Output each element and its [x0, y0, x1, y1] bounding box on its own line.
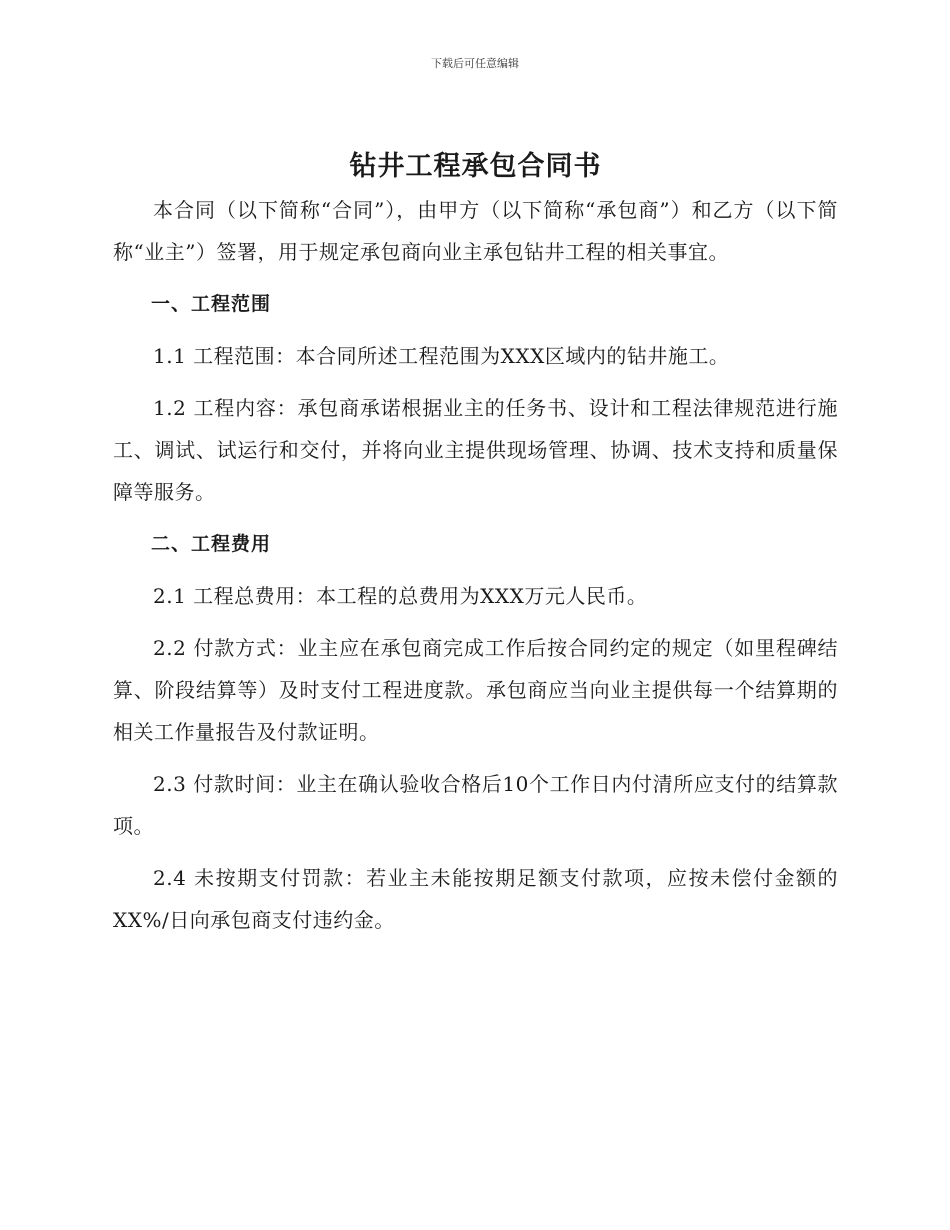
clause-2-4: 2.4 未按期支付罚款：若业主未能按期足额支付款项，应按未偿付金额的XX%/日向承包商支付违约金。 — [113, 866, 838, 932]
clause-2-1: 2.1 工程总费用：本工程的总费用为XXX万元人民币。 — [153, 584, 648, 608]
clause-2-2: 2.2 付款方式：业主应在承包商完成工作后按合同约定的规定（如里程碑结算、阶段结算等）及时支付工程进度款。承包商应当向业主提供每一个结算期的相关工作量报告及付款证明。 — [113, 636, 838, 744]
intro-paragraph: 本合同（以下简称“合同”），由甲方（以下简称“承包商”）和乙方（以下简称“业主”）签署，用于规定承包商向业主承包钻井工程的相关事宜。 — [113, 198, 838, 264]
document-body — [113, 145, 838, 941]
header-note: 下载后可任意编辑 — [431, 57, 519, 70]
clause-2-3: 2.3 付款时间：业主在确认验收合格后10个工作日内付清所应支付的结算款项。 — [113, 772, 838, 838]
clause-1-2: 1.2 工程内容：承包商承诺根据业主的任务书、设计和工程法律规范进行施工、调试、试运行和交付，并将向业主提供现场管理、协调、技术支持和质量保障等服务。 — [113, 396, 838, 504]
section-heading-fees: 二、工程费用 — [151, 533, 272, 555]
clause-1-1: 1.1 工程范围：本合同所述工程范围为XXX区域内的钻井施工。 — [153, 344, 730, 368]
section-heading-scope: 一、工程范围 — [151, 293, 272, 315]
document-title: 钻井工程承包合同书 — [349, 151, 602, 182]
